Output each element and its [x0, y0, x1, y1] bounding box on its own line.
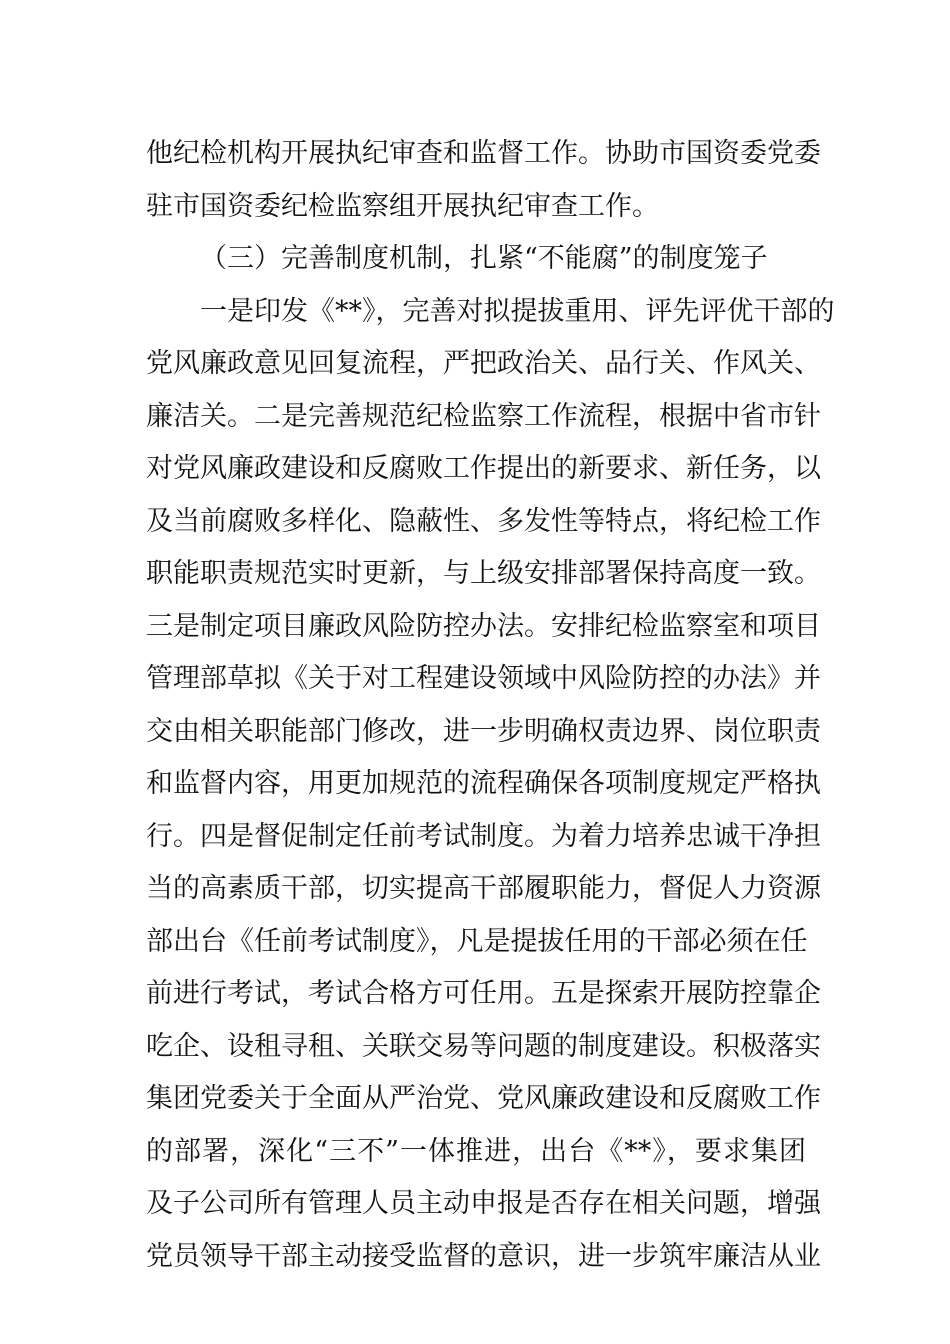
- text-line: 集团党委关于全面从严治党、党风廉政建设和反腐败工作: [146, 1083, 821, 1114]
- text-line: 驻市国资委纪检监察组开展执纪审查工作。: [146, 190, 659, 222]
- text-line: 行。四是督促制定任前考试制度。为着力培养忠诚干净担: [146, 820, 821, 852]
- text-line: 和监督内容，用更加规范的流程确保各项制度规定严格执: [146, 768, 821, 799]
- text-line: 部出台《任前考试制度》，凡是提拔任用的干部必须在任: [146, 925, 808, 957]
- text-line: 管理部草拟《关于对工程建设领域中风险防控的办法》并: [146, 663, 821, 694]
- text-line: 一是印发《**》，完善对拟提拔重用、评先评优干部的: [200, 295, 835, 327]
- text-line: 吃企、设租寻租、关联交易等问题的制度建设。积极落实: [146, 1030, 821, 1062]
- text-line: 及当前腐败多样化、隐蔽性、多发性等特点，将纪检工作: [146, 505, 821, 537]
- text-line: 三是制定项目廉政风险防控办法。安排纪检监察室和项目: [146, 610, 821, 642]
- text-line: 交由相关职能部门修改，进一步明确权责边界、岗位职责: [146, 715, 821, 747]
- text-line: 职能职责规范实时更新，与上级安排部署保持高度一致。: [146, 558, 821, 589]
- text-line: 他纪检机构开展执纪审查和监督工作。协助市国资委党委: [146, 138, 821, 169]
- text-line: 当的高素质干部，切实提高干部履职能力，督促人力资源: [146, 873, 821, 904]
- text-line: 对党风廉政建设和反腐败工作提出的新要求、新任务，以: [146, 453, 821, 484]
- text-line: 党风廉政意见回复流程，严把政治关、品行关、作风关、: [146, 348, 821, 379]
- text-line: 党员领导干部主动接受监督的意识，进一步筑牢廉洁从业: [146, 1240, 821, 1272]
- text-line: 前进行考试，考试合格方可任用。五是探索开展防控靠企: [146, 978, 821, 1009]
- text-line: 廉洁关。二是完善规范纪检监察工作流程，根据中省市针: [146, 400, 821, 432]
- section-heading: （三）完善制度机制，扎紧“不能腐”的制度笼子: [200, 243, 768, 274]
- text-line: 及子公司所有管理人员主动申报是否存在相关问题，增强: [146, 1188, 821, 1219]
- text-line: 的部署，深化“三不”一体推进，出台《**》，要求集团: [146, 1135, 806, 1167]
- document-body: [146, 128, 835, 1283]
